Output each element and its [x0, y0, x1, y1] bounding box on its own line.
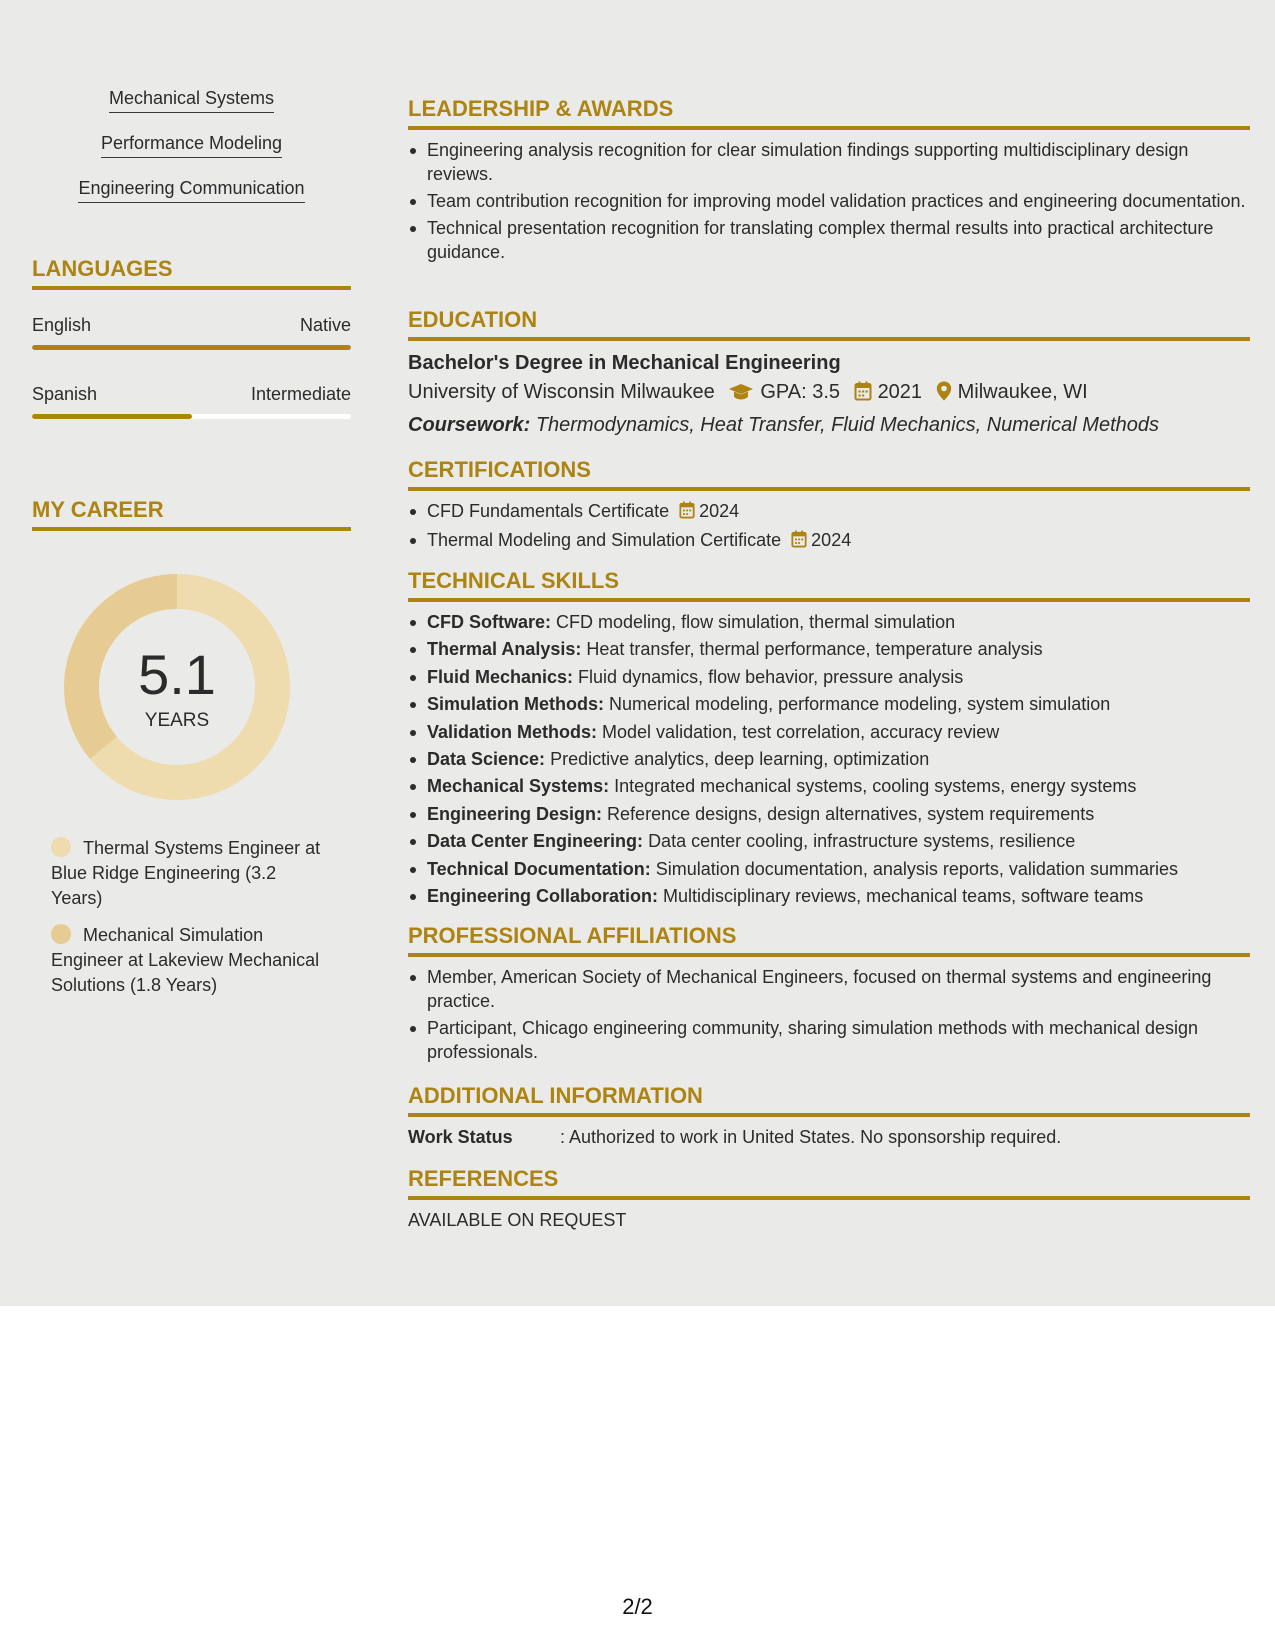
- technical-skills-heading: TECHNICAL SKILLS: [408, 568, 1250, 602]
- career-legend-dot: [51, 924, 71, 944]
- skill-value: Predictive analytics, deep learning, optimization: [550, 748, 930, 769]
- language-name: Spanish: [32, 384, 98, 404]
- career-item-text: Thermal Systems Engineer at Blue Ridge Engineering (3.2 Years): [51, 838, 321, 908]
- skill-key: Technical Documentation:: [427, 858, 651, 879]
- list-item: [408, 829, 1250, 853]
- affiliations-heading: PROFESSIONAL AFFILIATIONS: [408, 923, 1250, 957]
- list-item: Technical presentation recognition for translating complex thermal results into practical architecture guidance.: [408, 216, 1250, 264]
- work-status-label: Work Status: [408, 1127, 513, 1147]
- skill-key: Simulation Methods:: [427, 694, 604, 715]
- list-item: [408, 665, 1250, 689]
- language-bar-fill: [32, 414, 192, 419]
- list-item: [408, 747, 1250, 771]
- skill-key: Engineering Design:: [427, 803, 603, 824]
- career-legend-dot: [51, 837, 71, 857]
- references-text: AVAILABLE ON REQUEST: [408, 1210, 627, 1230]
- graduation-year: 2021: [877, 381, 923, 403]
- career-total-unit: YEARS: [144, 710, 210, 731]
- list-item: [408, 692, 1250, 716]
- list-item: [408, 857, 1250, 881]
- certifications-section: [408, 457, 1250, 557]
- career-heading: MY CAREER: [32, 497, 351, 531]
- skill-value: Data center cooling, infrastructure systems, resilience: [648, 831, 1076, 852]
- skill-key: Data Center Engineering:: [427, 831, 644, 852]
- skill-key: Engineering Collaboration:: [427, 885, 659, 906]
- leadership-heading: LEADERSHIP & AWARDS: [408, 96, 1250, 130]
- language-name: English: [32, 315, 92, 335]
- certification-name: Thermal Modeling and Simulation Certificate: [427, 530, 782, 550]
- career-list: [51, 836, 331, 1010]
- skill-tag: Engineering Communication: [78, 176, 304, 203]
- list-item: [408, 774, 1250, 798]
- education-heading: EDUCATION: [408, 307, 1250, 341]
- education-details: [408, 377, 1250, 410]
- skill-tags: [32, 86, 351, 221]
- page-number: 2/2: [622, 1594, 653, 1619]
- list-item: [408, 499, 1250, 525]
- career-item: [51, 836, 331, 911]
- gpa: GPA: 3.5: [760, 381, 840, 403]
- skill-value: CFD modeling, flow simulation, thermal simulation: [556, 612, 956, 632]
- skill-key: Data Science:: [427, 748, 546, 769]
- certifications-heading: CERTIFICATIONS: [408, 457, 1250, 491]
- list-item: Participant, Chicago engineering community, sharing simulation methods with mechanical design professionals.: [408, 1016, 1250, 1064]
- graduation-cap-icon: [728, 380, 754, 410]
- skill-value: Simulation documentation, analysis reports, validation summaries: [655, 858, 1178, 879]
- language-bar: [32, 345, 351, 350]
- skill-key: CFD Software:: [427, 612, 552, 632]
- school-location: Milwaukee, WI: [957, 381, 1088, 403]
- affiliations-section: [408, 923, 1250, 1067]
- language-level: Native: [299, 315, 351, 335]
- leadership-section: [408, 96, 1250, 267]
- calendar-icon: [791, 530, 807, 554]
- list-item: [408, 802, 1250, 826]
- list-item: Member, American Society of Mechanical Engineers, focused on thermal systems and engineering practice.: [408, 965, 1250, 1013]
- degree-title: Bachelor's Degree in Mechanical Engineering: [408, 352, 841, 374]
- calendar-icon: [854, 380, 872, 410]
- career-item-text: Mechanical Simulation Engineer at Lakeview Mechanical Solutions (1.8 Years): [51, 925, 320, 995]
- additional-info-heading: ADDITIONAL INFORMATION: [408, 1083, 1250, 1117]
- work-status-row: [408, 1125, 1250, 1149]
- skill-value: Heat transfer, thermal performance, temperature analysis: [586, 639, 1043, 660]
- languages-heading: LANGUAGES: [32, 256, 351, 290]
- list-item: Team contribution recognition for improving model validation practices and engineering documentation.: [408, 189, 1250, 213]
- skill-value: Integrated mechanical systems, cooling systems, energy systems: [614, 776, 1137, 797]
- skill-tag: Mechanical Systems: [109, 86, 274, 113]
- skill-value: Multidisciplinary reviews, mechanical teams, software teams: [663, 885, 1144, 906]
- coursework: [408, 410, 1250, 440]
- list-item: [408, 528, 1250, 554]
- language-level: Intermediate: [250, 384, 351, 404]
- skill-value: Model validation, test correlation, accuracy review: [602, 721, 1000, 742]
- list-item: [408, 720, 1250, 744]
- list-item: [408, 637, 1250, 661]
- school-name: University of Wisconsin Milwaukee: [408, 381, 715, 403]
- language-bar-fill: [32, 345, 351, 350]
- skill-value: Fluid dynamics, flow behavior, pressure analysis: [578, 666, 964, 687]
- list-item: Engineering analysis recognition for clear simulation findings supporting multidisciplinary design reviews.: [408, 138, 1250, 186]
- skill-tag: Performance Modeling: [101, 131, 282, 158]
- additional-info-section: [408, 1083, 1250, 1149]
- skill-key: Mechanical Systems:: [427, 776, 610, 797]
- skill-key: Thermal Analysis:: [427, 639, 582, 660]
- certification-year: 2024: [699, 501, 740, 521]
- skill-value: Reference designs, design alternatives, system requirements: [607, 803, 1095, 824]
- list-item: [408, 610, 1250, 634]
- location-pin-icon: [936, 380, 952, 410]
- technical-skills-section: [408, 568, 1250, 911]
- references-heading: REFERENCES: [408, 1166, 1250, 1200]
- career-total-years: 5.1: [138, 643, 216, 706]
- work-status-value: : Authorized to work in United States. No sponsorship required.: [560, 1127, 1062, 1147]
- calendar-icon: [679, 501, 695, 525]
- certification-year: 2024: [811, 530, 852, 550]
- skill-key: Validation Methods:: [427, 721, 598, 742]
- coursework-label: Coursework:: [408, 414, 531, 436]
- skill-value: Numerical modeling, performance modeling, system simulation: [609, 694, 1111, 715]
- list-item: [408, 884, 1250, 908]
- coursework-list: Thermodynamics, Heat Transfer, Fluid Mechanics, Numerical Methods: [535, 414, 1159, 436]
- language-bar: [32, 414, 351, 419]
- certification-name: CFD Fundamentals Certificate: [427, 501, 670, 521]
- career-item: [51, 923, 331, 998]
- references-section: [408, 1166, 1250, 1232]
- education-section: [408, 307, 1250, 440]
- skill-key: Fluid Mechanics:: [427, 666, 574, 687]
